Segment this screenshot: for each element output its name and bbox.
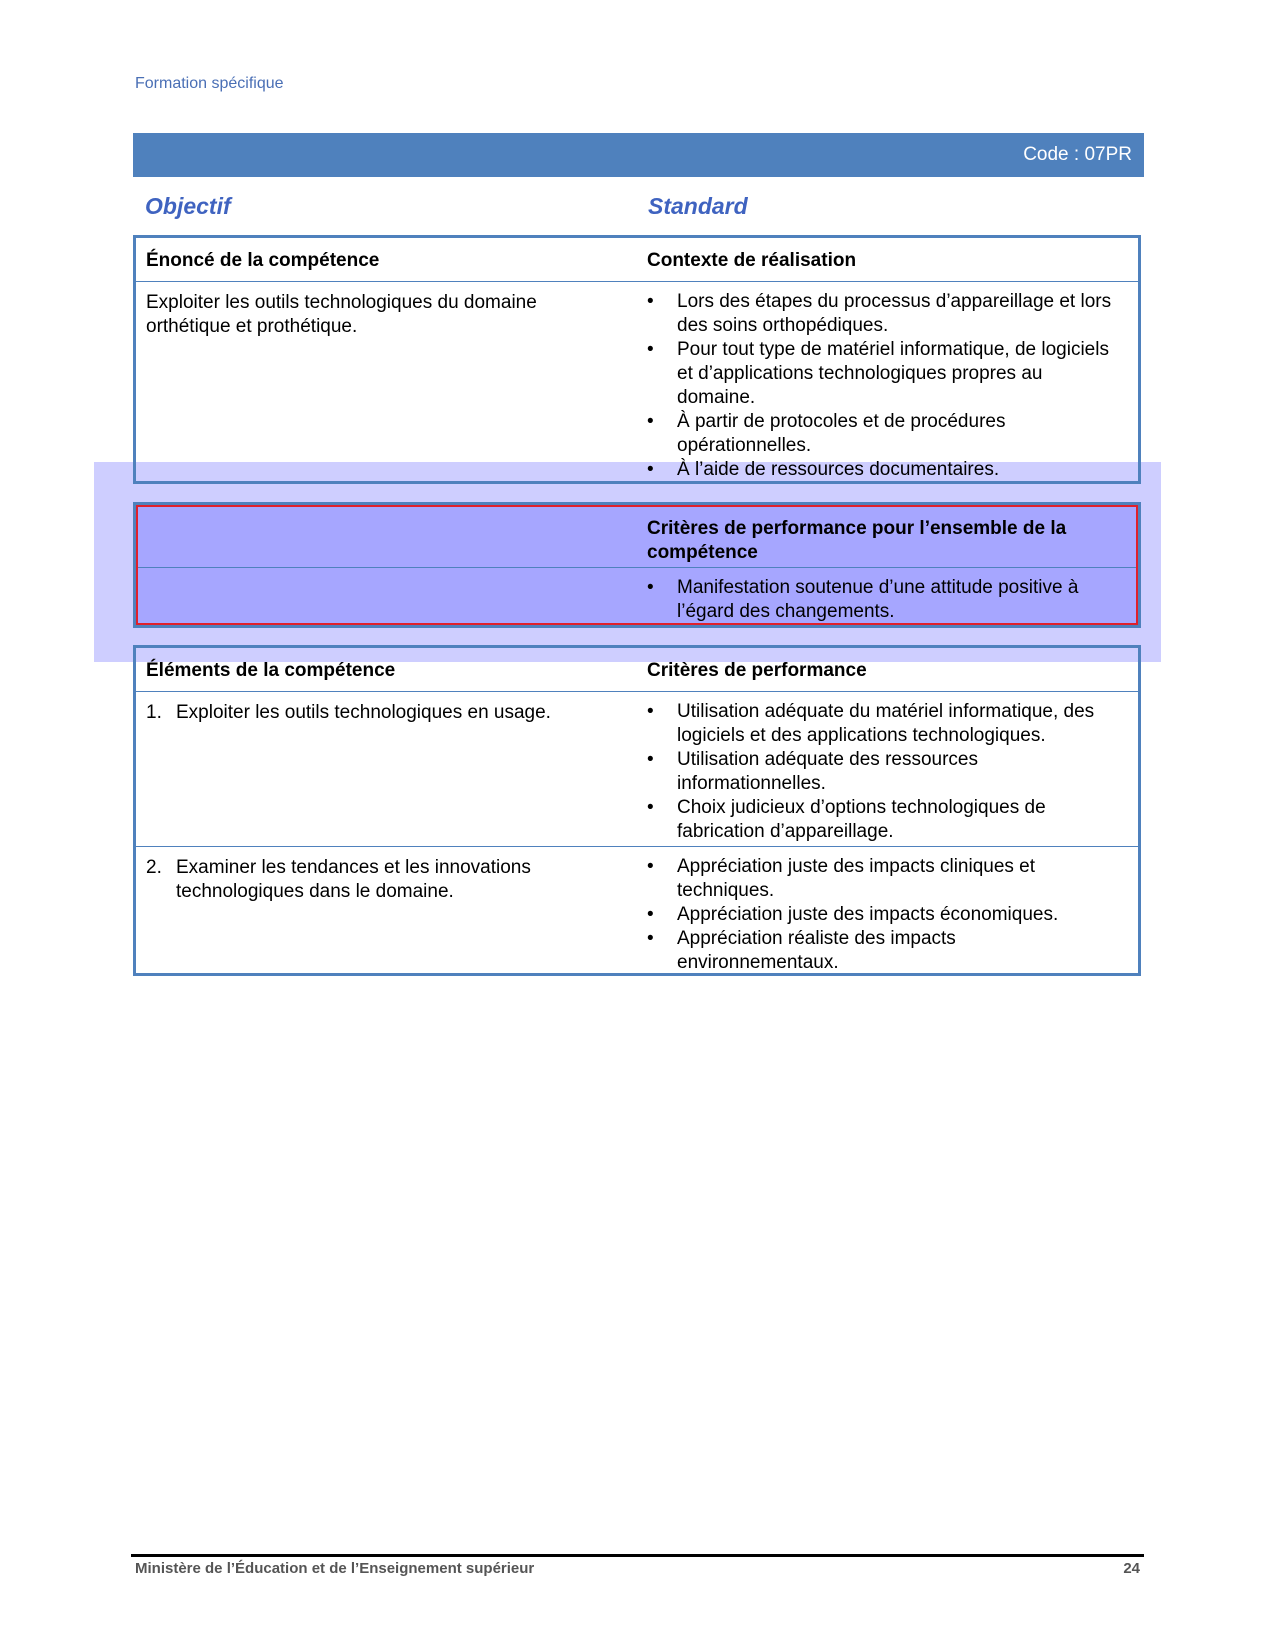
list-item: • Appréciation juste des impacts économiques. xyxy=(647,904,1059,925)
objective-label: Objectif xyxy=(145,193,231,219)
table-header-row xyxy=(136,648,1138,691)
context-header: Contexte de réalisation xyxy=(647,250,857,271)
selection-highlight xyxy=(136,505,1138,625)
footer-ministry: Ministère de l’Éducation et de l’Enseignement supérieur xyxy=(135,1560,535,1577)
list-item: • Utilisation adéquate des ressources informationnelles. xyxy=(647,749,979,794)
competence-statement: Exploiter les outils technologiques du domaine orthétique et prothétique. xyxy=(146,292,537,337)
footer-rule xyxy=(131,1554,1144,1557)
list-item: • Pour tout type de matériel informatique, de logiciels et d’applications technologiques propres au domaine. xyxy=(647,339,1109,408)
element-1: 1. Exploiter les outils technologiques en usage. xyxy=(146,702,551,723)
list-item: • Appréciation juste des impacts cliniques et techniques. xyxy=(647,856,1036,901)
criteria-list-1 xyxy=(647,700,1112,844)
list-item: • Utilisation adéquate du matériel informatique, des logiciels et des applications technologiques. xyxy=(647,701,1095,746)
criteria-list-2 xyxy=(647,855,1112,975)
table-row xyxy=(136,691,1138,846)
element-2: 2. Examiner les tendances et les innovations technologiques dans le domaine. xyxy=(146,857,531,902)
elements-table xyxy=(133,645,1141,976)
overall-criteria-header: Critères de performance pour l’ensemble de la compétence xyxy=(647,518,1067,563)
table-row xyxy=(136,281,1138,482)
competence-statement-table xyxy=(133,235,1141,484)
list-item: • Lors des étapes du processus d’appareillage et lors des soins orthopédiques. xyxy=(647,291,1112,336)
standard-label: Standard xyxy=(648,193,748,219)
list-item: • À l’aide de ressources documentaires. xyxy=(647,459,1000,480)
list-item: • À partir de protocoles et de procédures opérationnelles. xyxy=(647,411,1006,456)
list-item: • Choix judicieux d’options technologiques de fabrication d’appareillage. xyxy=(647,797,1046,842)
table-row xyxy=(136,846,1138,975)
list-item: • Manifestation soutenue d’une attitude positive à l’égard des changements. xyxy=(647,577,1079,622)
overall-criteria-table xyxy=(133,502,1141,628)
page-number: 24 xyxy=(1123,1560,1140,1577)
table-header-row xyxy=(136,238,1138,281)
running-header: Formation spécifique xyxy=(135,75,284,92)
statement-header: Énoncé de la compétence xyxy=(146,250,380,271)
code-label: Code : 07PR xyxy=(1023,144,1132,165)
context-list xyxy=(647,290,1112,482)
elements-header: Éléments de la compétence xyxy=(146,660,396,681)
list-item: • Appréciation réaliste des impacts environnementaux. xyxy=(647,928,956,973)
code-bar xyxy=(133,133,1144,177)
criteria-header: Critères de performance xyxy=(647,660,867,681)
